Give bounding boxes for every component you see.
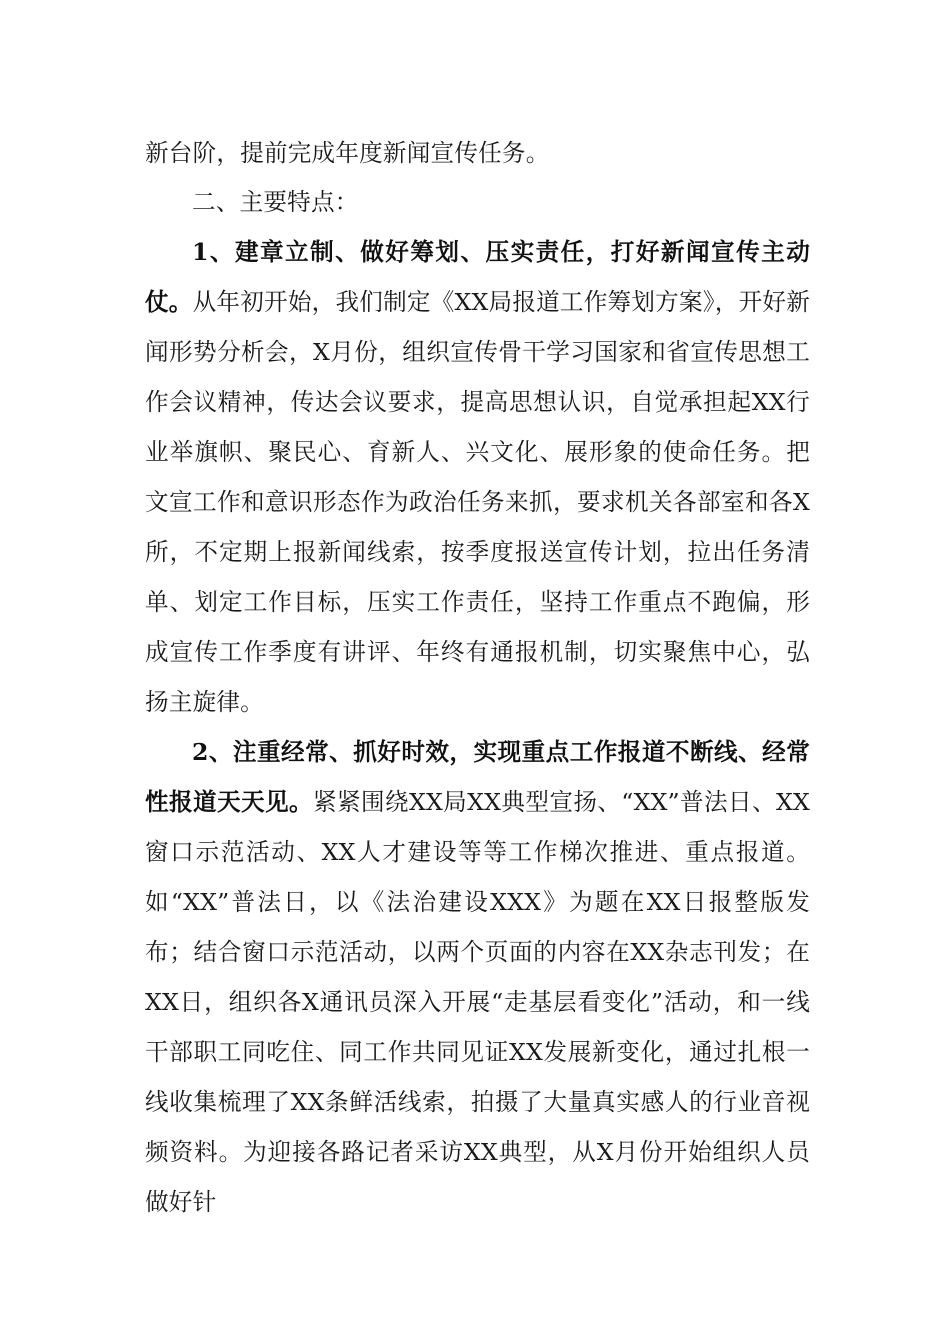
continuation-paragraph [145,128,810,178]
item-2-body: 紧紧围绕XX局XX典型宣扬、“XX”普法日、XX窗口示范活动、XX人才建设等等工作梯次推进、重点报道。如“XX”普法日，以《法治建设XXX》为题在XX日报整版发布；结合窗口示范活动，以两个页面的内容在XX杂志刊发；在XX日，组织各X通讯员深入开展“走基层看变化”活动，和一线干部职工同吃住、同工作共同见证XX发展新变化，通过扎根一线收集梳理了XX条鲜活线索，拍摄了大量真实感人的行业音视频资料。为迎接各路记者采访XX典型，从X月份开始组织人员做好针 [145,788,810,1216]
item-2-title: 2、注重经常、抓好时效，实现重点工作报道不断线、经常性报道天天见。 [145,738,810,816]
section-heading [145,177,810,227]
item-1-body: 从年初开始，我们制定《XX局报道工作筹划方案》，开好新闻形势分析会，X月份，组织宣传骨干学习国家和省宣传思想工作会议精神，传达会议要求，提高思想认识，自觉承担起XX行业举旗帜、聚民心、育新人、兴文化、展形象的使命任务。把文宣工作和意识形态作为政治任务来抓，要求机关各部室和各X所，不定期上报新闻线索，按季度报送宣传计划，拉出任务清单、划定工作目标，压实工作责任，坚持工作重点不跑偏，形成宣传工作季度有讲评、年终有通报机制，切实聚焦中心，弘扬主旋律。 [145,288,810,716]
item-1-title: 1、建章立制、做好筹划、压实责任，打好新闻宣传主动仗。 [145,238,810,316]
item-2-paragraph [145,727,810,1227]
continuation-text: 新台阶，提前完成年度新闻宣传任务。 [145,139,550,167]
section-heading-text: 二、主要特点： [192,188,359,216]
item-1-paragraph [145,227,810,727]
